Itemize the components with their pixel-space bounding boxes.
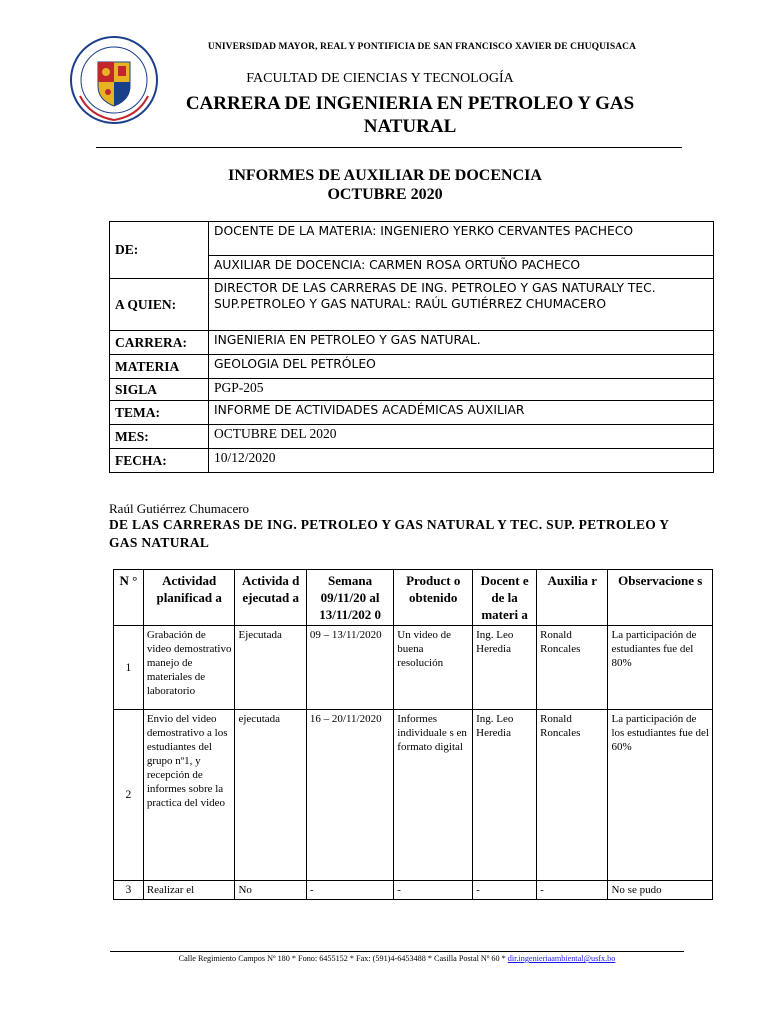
cell-week: - [306,881,393,900]
cell-planned: Grabación de video demostrativo manejo de materiales de laboratorio [143,626,235,710]
col-header-planned: Actividad planificad a [143,570,235,626]
mes-value: OCTUBRE DEL 2020 [209,425,714,449]
cell-planned: Realizar el [143,881,235,900]
report-title [150,166,620,204]
cell-executed: ejecutada [235,710,306,881]
footer-divider [110,951,684,952]
cell-assistant: - [537,881,608,900]
report-title-line1: INFORMES DE AUXILIAR DE DOCENCIA [228,167,542,184]
de-docente-value: DOCENTE DE LA MATERIA: INGENIERO YERKO CERVANTES PACHECO [209,222,714,256]
sigla-label: SIGLA [110,379,209,401]
cell-teacher: Ing. Leo Heredia [473,710,537,881]
col-header-assistant: Auxilia r [537,570,608,626]
table-row [114,710,713,881]
report-title-line2: OCTUBRE 2020 [327,186,443,203]
career-title-line1: CARRERA DE INGENIERIA EN PETROLEO Y GAS [185,93,635,114]
sigla-value: PGP-205 [209,379,714,401]
fecha-label: FECHA: [110,449,209,473]
cell-assistant: Ronald Roncales [537,710,608,881]
cell-teacher: - [473,881,537,900]
col-header-observations: Observacione s [608,570,713,626]
footer-address [110,954,684,963]
career-title-line2: NATURAL [363,116,457,137]
row-number: 2 [114,710,144,881]
cell-executed: Ejecutada [235,626,306,710]
row-number: 1 [114,626,144,710]
university-name: UNIVERSIDAD MAYOR, REAL Y PONTIFICIA DE SAN FRANCISCO XAVIER DE CHUQUISACA [207,42,637,52]
col-header-n: N ° [114,570,144,626]
report-info-table [109,221,714,473]
tema-value: INFORME DE ACTIVIDADES ACADÉMICAS AUXILIAR [209,401,714,425]
col-header-product: Product o obtenido [394,570,473,626]
activities-table [113,569,713,900]
mes-label: MES: [110,425,209,449]
row-number: 3 [114,881,144,900]
quien-label: A QUIEN: [110,279,209,331]
cell-observations: La participación de estudiantes fue del 80% [608,626,713,710]
addressee-line: DE LAS CARRERAS DE ING. PETROLEO Y GAS NATURAL Y TEC. SUP. PETROLEO Y GAS NATURAL [109,517,669,550]
activities-header-row [114,570,713,626]
career-title [140,92,680,138]
cell-assistant: Ronald Roncales [537,626,608,710]
cell-teacher: Ing. Leo Heredia [473,626,537,710]
addressee-name: Raúl Gutiérrez Chumacero [109,501,250,516]
table-row [114,881,713,900]
de-label: DE: [110,222,209,279]
cell-planned: Envio del video demostrativo a los estudiantes del grupo nº1, y recepción de informes sobre la practica del video [143,710,235,881]
col-header-week: Semana 09/11/20 al 13/11/202 0 [306,570,393,626]
de-auxiliar-value: AUXILIAR DE DOCENCIA: CARMEN ROSA ORTUÑO PACHECO [209,256,714,279]
tema-label: TEMA: [110,401,209,425]
cell-week: 16 – 20/11/2020 [306,710,393,881]
footer-text: Calle Regimiento Campos Nº 180 * Fono: 6455152 * Fax: (591)4-6453488 * Casilla Postal Nº 60 * [178,954,508,963]
faculty-name: FACULTAD DE CIENCIAS Y TECNOLOGÍA [246,71,514,86]
cell-product: Informes individuale s en formato digital [394,710,473,881]
carrera-value: INGENIERIA EN PETROLEO Y GAS NATURAL. [209,331,714,355]
materia-value: GEOLOGIA DEL PETRÓLEO [209,355,714,379]
table-row [114,626,713,710]
cell-product: Un video de buena resolución [394,626,473,710]
cell-observations: No se pudo [608,881,713,900]
cell-executed: No [235,881,306,900]
footer-email-link[interactable]: dir.ingenieriaambiental@usfx.bo [507,954,616,963]
fecha-value: 10/12/2020 [209,449,714,473]
header-divider [96,147,682,148]
carrera-label: CARRERA: [110,331,209,355]
cell-week: 09 – 13/11/2020 [306,626,393,710]
quien-value: DIRECTOR DE LAS CARRERAS DE ING. PETROLEO Y GAS NATURALY TEC. SUP.PETROLEO Y GAS NATURAL: RAÚL GUTIÉRREZ CHUMACERO [209,279,714,331]
col-header-executed: Activida d ejecutad a [235,570,306,626]
cell-product: - [394,881,473,900]
materia-label: MATERIA [110,355,209,379]
cell-observations: La participación de los estudiantes fue del 60% [608,710,713,881]
col-header-teacher: Docent e de la materi a [473,570,537,626]
